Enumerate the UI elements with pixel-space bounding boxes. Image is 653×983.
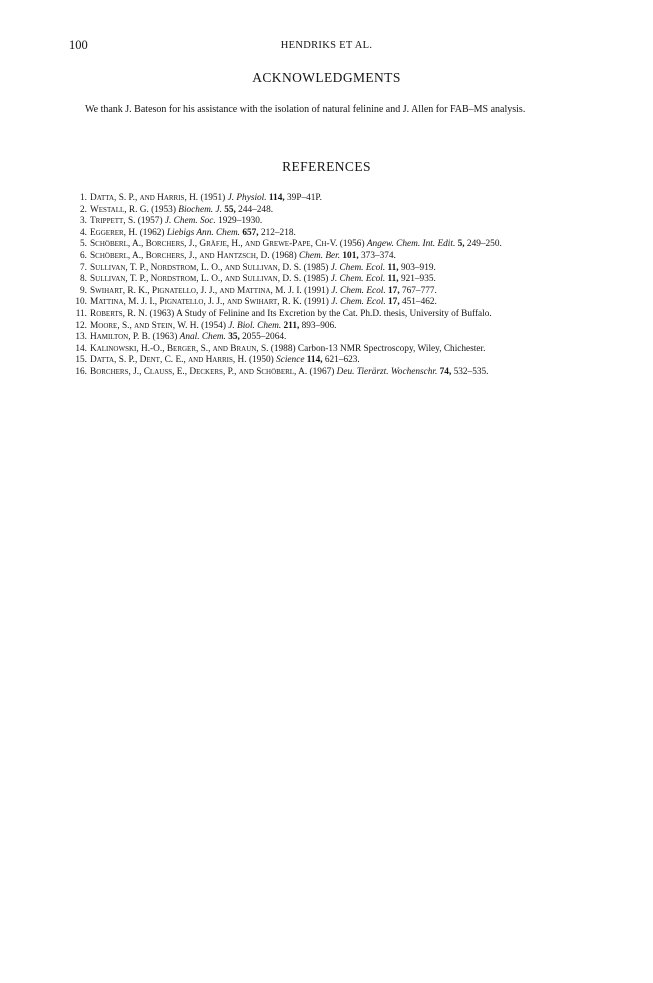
reference-pages: 903–919. <box>400 262 436 273</box>
reference-journal: J. Chem. Ecol. <box>330 274 386 285</box>
reference-authors: Hamilton, P. B. <box>90 332 151 343</box>
page-number: 100 <box>69 38 88 52</box>
reference-number: 5. <box>80 239 87 250</box>
reference-body <box>90 332 587 344</box>
reference-journal: J. Chem. Ecol. <box>330 262 386 273</box>
reference-journal: J. Chem. Ecol. <box>331 297 386 308</box>
reference-year: (1985) <box>303 274 329 285</box>
reference-authors: Mattina, M. J. I., Pignatello, J. J., and Swihart, R. K. <box>90 297 302 308</box>
reference-pages: 451–462. <box>401 297 437 308</box>
reference-item <box>0 344 653 356</box>
reference-authors: Trippett, S. <box>90 216 136 227</box>
reference-body <box>90 321 587 333</box>
reference-journal: Anal. Chem. <box>179 332 226 343</box>
reference-number: 4. <box>80 227 87 238</box>
reference-item <box>0 216 653 228</box>
reference-year: (1963) <box>152 332 178 343</box>
reference-number: 7. <box>80 262 87 273</box>
reference-number: 15. <box>75 355 87 366</box>
reference-volume: 17, <box>388 285 400 296</box>
reference-number: 9. <box>80 285 87 296</box>
reference-number: 8. <box>80 274 87 285</box>
reference-volume: 11, <box>387 274 399 285</box>
reference-journal: Science <box>276 355 305 366</box>
reference-journal: Chem. Ber. <box>299 250 341 261</box>
reference-body <box>90 355 587 367</box>
reference-title: A Study of Felinine and Its Excretion by the Cat. Ph.D. thesis, University of Buffalo. <box>176 308 492 319</box>
reference-pages: 373–374. <box>361 250 396 261</box>
reference-year: (1951) <box>200 193 226 203</box>
reference-authors: Roberts, R. N. <box>90 308 148 319</box>
reference-body <box>90 274 587 286</box>
reference-item <box>0 309 653 321</box>
reference-journal: J. Chem. Ecol. <box>331 285 386 296</box>
references-title: REFERENCES <box>282 159 371 174</box>
reference-year: (1988) <box>270 343 296 354</box>
reference-item <box>0 274 653 286</box>
reference-volume: 114, <box>306 355 323 366</box>
reference-journal: J. Chem. Soc. <box>164 216 216 227</box>
reference-journal: J. Biol. Chem. <box>228 320 282 331</box>
reference-item <box>0 205 653 217</box>
reference-item <box>0 286 653 298</box>
reference-number: 10. <box>75 297 87 308</box>
reference-authors: Borchers, J., Clauss, E., Deckers, P., and Schöberl, A. <box>90 366 308 377</box>
reference-pages: 244–248. <box>238 204 274 215</box>
reference-pages: 39P–41P. <box>287 193 322 203</box>
reference-volume: 211, <box>283 320 300 331</box>
reference-journal: Biochem. J. <box>178 204 222 215</box>
reference-year: (1950) <box>248 355 274 366</box>
reference-number: 14. <box>75 343 87 354</box>
reference-volume: 657, <box>242 227 259 238</box>
reference-item <box>0 367 653 379</box>
reference-authors: Moore, S., and Stein, W. H. <box>90 320 199 331</box>
reference-item <box>0 332 653 344</box>
reference-item <box>0 239 653 251</box>
reference-year: (1957) <box>137 216 163 227</box>
running-head: HENDRIKS ET AL. <box>280 40 373 51</box>
reference-pages: 249–250. <box>466 239 502 250</box>
reference-item <box>0 228 653 240</box>
reference-volume: 74, <box>439 366 452 377</box>
reference-pages: 2055–2064. <box>242 332 287 343</box>
reference-volume: 17, <box>388 297 400 308</box>
reference-authors: Westall, R. G. <box>90 204 149 215</box>
reference-year: (1968) <box>271 250 297 261</box>
reference-body <box>90 239 587 251</box>
reference-body <box>90 286 587 298</box>
reference-authors: Schöberl, A., Borchers, J., and Hantzsch, D. <box>90 250 270 261</box>
reference-body <box>90 309 587 321</box>
reference-number: 1. <box>80 193 87 203</box>
acknowledgments-text: We thank J. Bateson for his assistance with the isolation of natural felinine and J. Allen for FAB–MS analysis. <box>85 104 526 115</box>
reference-pages: 893–906. <box>301 320 337 331</box>
reference-pages: 921–935. <box>400 274 436 285</box>
reference-authors: Eggerer, H. <box>90 227 138 238</box>
reference-body <box>90 216 587 228</box>
reference-year: (1991) <box>304 285 329 296</box>
reference-body <box>90 344 587 356</box>
reference-item <box>0 263 653 275</box>
reference-journal: Angew. Chem. Int. Edit. <box>366 239 456 250</box>
reference-body <box>90 367 587 379</box>
reference-body <box>90 228 587 240</box>
reference-body <box>90 297 587 309</box>
reference-volume: 5, <box>457 239 465 250</box>
reference-title: Carbon-13 NMR Spectroscopy, Wiley, Chichester. <box>297 343 486 354</box>
reference-number: 2. <box>80 204 87 215</box>
reference-number: 3. <box>80 216 87 227</box>
reference-journal: Liebigs Ann. Chem. <box>166 227 241 238</box>
reference-body <box>90 193 587 205</box>
reference-year: (1985) <box>303 262 329 273</box>
reference-number: 12. <box>75 320 87 331</box>
reference-year: (1954) <box>201 320 226 331</box>
reference-body <box>90 205 587 217</box>
reference-number: 6. <box>80 250 87 261</box>
reference-pages: 1929–1930. <box>218 216 263 227</box>
reference-year: (1953) <box>151 204 176 215</box>
reference-item <box>0 321 653 333</box>
reference-body <box>90 251 587 263</box>
reference-authors: Sullivan, T. P., Nordstrom, L. O., and Sullivan, D. S. <box>90 274 302 285</box>
reference-pages: 532–535. <box>453 366 489 377</box>
reference-pages: 212–218. <box>260 227 296 238</box>
reference-pages: 767–777. <box>401 285 437 296</box>
reference-volume: 114, <box>268 193 285 203</box>
reference-item <box>0 193 653 205</box>
reference-list <box>0 193 653 379</box>
reference-volume: 11, <box>387 262 399 273</box>
reference-body <box>90 263 587 275</box>
reference-authors: Swihart, R. K., Pignatello, J. J., and Mattina, M. J. I. <box>90 285 302 296</box>
reference-authors: Kalinowski, H.-O., Berger, S., and Braun, S. <box>90 343 269 354</box>
reference-year: (1991) <box>304 297 329 308</box>
reference-volume: 35, <box>228 332 240 343</box>
reference-year: (1962) <box>139 227 165 238</box>
reference-volume: 55, <box>224 204 236 215</box>
reference-number: 16. <box>75 366 87 377</box>
reference-year: (1967) <box>309 366 335 377</box>
reference-authors: Datta, S. P., and Harris, H. <box>90 193 199 203</box>
reference-authors: Datta, S. P., Dent, C. E., and Harris, H. <box>90 355 247 366</box>
reference-item <box>0 297 653 309</box>
reference-year: (1963) <box>149 308 175 319</box>
reference-journal: J. Physiol. <box>227 193 267 203</box>
acknowledgments-title: ACKNOWLEDGMENTS <box>252 70 401 85</box>
reference-pages: 621–623. <box>324 355 360 366</box>
reference-item <box>0 251 653 263</box>
reference-number: 11. <box>75 308 87 319</box>
reference-volume: 101, <box>342 250 359 261</box>
reference-year: (1956) <box>339 239 365 250</box>
reference-journal: Deu. Tierärzt. Wochenschr. <box>336 366 438 377</box>
reference-number: 13. <box>75 332 87 343</box>
reference-authors: Schöberl, A., Borchers, J., Gräfje, H., and Grewe-Pape, Ch-V. <box>90 239 338 250</box>
reference-authors: Sullivan, T. P., Nordstrom, L. O., and Sullivan, D. S. <box>90 262 302 273</box>
reference-item <box>0 355 653 367</box>
